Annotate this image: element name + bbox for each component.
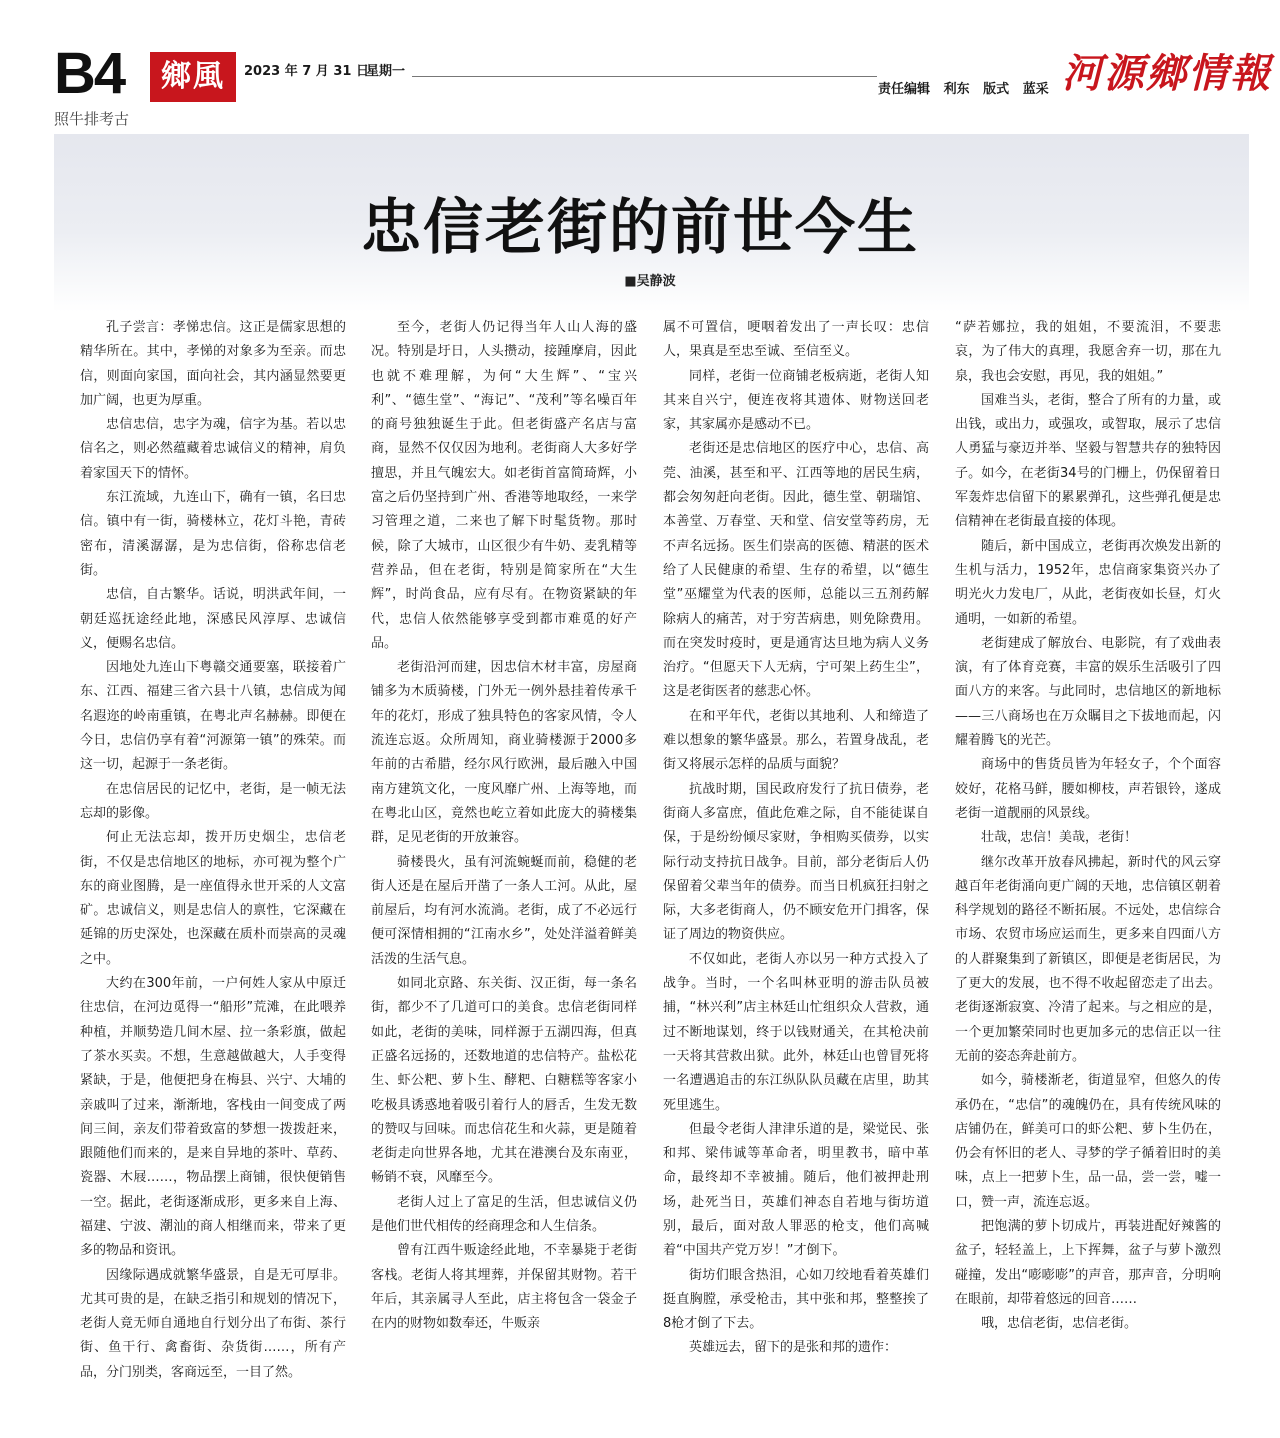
paragraph: 曾有江西牛贩途经此地，不幸暴毙于老街客栈。老街人将其埋葬，并保留其财物。若干年后，其亲属寻人至此，店主将包含一袋金子在内的财物如数奉还，牛贩亲 [371,1243,637,1332]
paragraph: 把饱满的萝卜切成片，再装进配好辣酱的盆子，轻轻盖上，上下挥舞，盆子与萝卜激烈碰撞，发出“嘭嘭嘭”的声音，那声音，分明响在眼前，却带着悠远的回音…… [955,1218,1221,1307]
page-number: B4 [54,41,125,106]
paragraph: 在忠信居民的记忆中，老街，是一帧无法忘却的影像。 [80,781,346,821]
header-rule [412,76,877,77]
paragraph: 如今，骑楼渐老，街道显窄，但悠久的传承仍在，“忠信”的魂魄仍在，具有传统风味的店铺仍在，鲜美可口的虾公粑、萝卜生仍在，仍会有怀旧的老人、寻梦的学子循着旧时的美味，点上一把萝卜生，品一品，尝一尝，嘘一口，赞一声，流连忘返。 [955,1073,1221,1210]
paragraph: 哦，忠信老街，忠信老街。 [981,1316,1138,1332]
paragraph: 老街建成了解放台、电影院，有了戏曲表演，有了体育竞赛，丰富的娱乐生活吸引了四面八方的来客。与此同时，忠信地区的新地标——三八商场也在万众瞩目之下拔地而起，闪耀着腾飞的光芒。 [955,635,1221,749]
paragraph: 继尔改革开放春风拂起，新时代的风云穿越百年老街涌向更广阔的天地，忠信镇区朝着科学规划的路径不断拓展。不远处，忠信综合市场、农贸市场应运而生，更多来自四面八方的人群聚集到了新镇区，即便是老街居民，为了更大的发展，也不得不收起留恋走了出去。老街逐渐寂寞、冷清了起来。与之相应的是，一个更加繁荣同时也更加多元的忠信正以一往无前的姿态奔赴前方。 [955,854,1221,1064]
paragraph: 何止无法忘却，拨开历史烟尘，忠信老街，不仅是忠信地区的地标，亦可视为整个广东的商业图腾，是一座值得永世开采的人文富矿。忠诚信义，则是忠信人的禀性，它深藏在延锦的历史深处，也深藏在质朴而崇高的灵魂之中。 [80,830,346,967]
paragraph: 老街沿河而建，因忠信木材丰富，房屋商铺多为木质骑楼，门外无一例外悬挂着传承千年的花灯，形成了独具特色的客家风情，令人流连忘返。众所周知，商业骑楼源于2000多年前的古希腊，经尔风行欧洲，最后融入中国南方建筑文化，一度风靡广州、上海等地，而在粤北山区，竟然也屹立着如此庞大的骑楼集群，足见老街的开放兼容。 [371,660,637,846]
editor-credits: 责任编辑 利东 版式 蓝采 [878,82,1049,97]
paragraph: 老街人过上了富足的生活，但忠诚信义仍是他们世代相传的经商理念和人生信条。 [371,1194,637,1234]
paragraph: 老街还是忠信地区的医疗中心，忠信、高莞、油溪，甚至和平、江西等地的居民生病，都会匆匆赶向老街。因此，德生堂、朝瑞馆、本善堂、万春堂、天和堂、信安堂等药房，无不声名远扬。医生们崇高的医德、精湛的医术给了人民健康的希望、生存的希望，以“德生堂”巫耀堂为代表的医师，总能以三五剂药解除病人的痛苦，对于穷苦病患，则免除费用。而在突发时疫时，更是通宵达旦地为病人义务治疗。“但愿天下人无病，宁可架上药生尘”，这是老街医者的慈悲心怀。 [663,441,929,700]
paragraph: 英雄远去，留下的是张和邦的遗作： [689,1340,898,1356]
column-subtitle: 照牛排考古 [54,110,130,128]
paragraph: 因地处九连山下粤赣交通要塞，联接着广东、江西、福建三省六县十八镇，忠信成为闻名遐迩的岭南重镇，在粤北声名赫赫。即便在今日，忠信仍享有着“河源第一镇”的殊荣。而这一切，起源于一条老街。 [80,660,346,773]
paragraph: 不仅如此，老街人亦以另一种方式投入了战争。当时，一个名叫林亚明的游击队员被捕，“林兴利”店主林廷山忙组织众人营救，通过不断地谋划，终于以钱财通关，在其枪决前一天将其营救出狱。此外，林廷山也曾冒死将一名遭遇追击的东江纵队队员藏在店里，助其死里逃生。 [663,951,929,1113]
paragraph: 但最令老街人津津乐道的是，梁觉民、张和邦、梁伟诚等革命者，明里教书，暗中革命，最终却不幸被捕。随后，他们被押赴刑场，赴死当日，英雄们神态自若地与街坊道别，最后，面对敌人罪恶的枪支，他们高喊着“中国共产党万岁！”才倒下。 [663,1121,929,1259]
paragraph: 国难当头，老街，整合了所有的力量，或出钱，或出力，或强攻，或智取，展示了忠信人勇猛与豪迈并举、坚毅与智慧共存的独特因子。如今，在老街34号的门栅上，仍保留着日军轰炸忠信留下的累累弹孔，这些弹孔便是忠信精神在老街最直接的体现。 [955,392,1221,530]
article-column-2 [371,316,637,1416]
paragraph: 属不可置信，哽咽着发出了一声长叹：忠信人，果真是至忠至诚、至信至义。 [663,320,929,360]
paragraph: 在和平年代，老街以其地利、人和缔造了难以想象的繁华盛景。那么，若置身战乱，老街又将展示怎样的品质与面貌？ [663,708,929,773]
section-logo: 鄉風 [150,52,236,102]
paragraph: 骑楼畏火，虽有河流蜿蜒而前，稳健的老街人还是在屋后开凿了一条人工河。从此，屋前屋后，均有河水流淌。老街，成了不必远行便可深情相拥的“江南水乡”，处处洋溢着鲜美活泼的生活气息。 [371,854,637,967]
paragraph: 大约在300年前，一户何姓人家从中原迁往忠信，在河边觅得一“船形”荒滩，在此喂养种植，并顺势造几间木屋、拉一条彩旗，做起了茶水买卖。不想，生意越做越大，人手变得紧缺，于是，他便把身在梅县、兴宁、大埔的亲戚叫了过来，渐渐地，客栈由一间变成了两间三间，亲友们带着致富的梦想一拨拨赶来，跟随他们而来的，是来自异地的茶叶、草药、瓷器、木屐……，物品摆上商铺，很快便销售一空。据此，老街逐渐成形，更多来自上海、福建、宁波、潮汕的商人相继而来，带来了更多的物品和资讯。 [80,976,346,1259]
paragraph: “萨若娜拉，我的姐姐，不要流泪，不要悲哀，为了伟大的真理，我愿舍弃一切，那在九泉，我也会安慰，再见，我的姐姐。” [955,320,1221,384]
article-column-3 [663,316,929,1416]
paragraph: 街坊们眼含热泪，心如刀绞地看着英雄们挺直胸膛，承受枪击，其中张和邦，整整挨了8枪才倒了下去。 [663,1267,929,1332]
newspaper-logo: 河源鄉情報 [1062,50,1272,97]
paragraph: 抗战时期，国民政府发行了抗日债券，老街商人多富庶，值此危难之际，自不能徒谋自保，于是纷纷倾尽家财，争相购买债券，以实际行动支持抗日战争。目前，部分老街后人仍保留着父辈当年的债券。而当日机疯狂扫射之际，大多老街商人，仍不顾安危开门揖客，保证了周边的物资供应。 [663,781,929,943]
article-column-1 [80,316,346,1416]
article-byline: ■吴静波 [624,274,676,289]
paragraph: 孔子尝言：孝悌忠信。这正是儒家思想的精华所在。其中，孝悌的对象多为至亲。而忠信，则面向家国，面向社会，其内涵显然要更加广阔，也更为厚重。 [80,320,346,408]
paragraph: 随后，新中国成立，老街再次焕发出新的生机与活力，1952年，忠信商家集资兴办了明光火力发电厂，从此，老街夜如长昼，灯火通明，一如新的希望。 [955,538,1221,627]
paragraph: 同样，老街一位商铺老板病逝，老街人知其来自兴宁，便连夜将其遗体、财物送回老家，其家属亦是感动不已。 [663,368,929,433]
issue-date: 2023 年 7 月 31 日 [244,64,369,79]
paragraph: 商场中的售货员皆为年轻女子，个个面容姣好，花格马鲜，腰如柳枝，声若银铃，遂成老街一道靓丽的风景线。 [955,757,1221,821]
paragraph: 东江流域，九连山下，确有一镇，名曰忠信。镇中有一街，骑楼林立，花灯斗艳，青砖密布，清溪潺潺，是为忠信街，俗称忠信老街。 [80,490,346,578]
paragraph: 至今，老街人仍记得当年人山人海的盛况。特别是圩日，人头攒动，接踵摩肩，因此也就不难理解，为何“大生辉”、“宝兴利”、“德生堂”、“海记”、“茂利”等名噪百年的商号独独诞生于此。但老街盛产名店与富商，显然不仅仅因为地利。老街商人大多好学擅思，并且气魄宏大。如老街首富简琦辉，小富之后仍坚持到广州、香港等地取经，一来学习管理之道，二来也了解下时髦货物。那时候，除了大城市，山区很少有牛奶、麦乳精等营养品，但在老街，特别是简家所在“大生辉”，时尚食品，应有尽有。在物资紧缺的年代，忠信人依然能够享受到都市难觅的好产品。 [371,320,637,651]
issue-weekday: 星期一 [366,64,406,79]
paragraph: 忠信，自古繁华。话说，明洪武年间，一朝廷巡抚途经此地，深感民风淳厚、忠诚信义，便赐名忠信。 [80,587,346,651]
article-column-4 [955,316,1221,1416]
paragraph: 如同北京路、东关街、汉正街，每一条名街，都少不了几道可口的美食。忠信老街同样如此，老街的美味，同样源于五湖四海，但真正盛名远扬的，还数地道的忠信特产。盐松花生、虾公粑、萝卜生、酵粑、白糖糕等客家小吃极具诱惑地着吸引着行人的唇舌，生发无数的赞叹与回味。而忠信花生和火蒜，更是随着老街走向世界各地，尤其在港澳台及东南亚，畅销不衰，风靡至今。 [371,976,637,1186]
paragraph: 因缘际遇成就繁华盛景，自是无可厚非。尤其可贵的是，在缺乏指引和规划的情况下，老街人竟无师自通地自行划分出了布街、茶行街、鱼干行、禽畜街、杂货街……，所有产品，分门别类，客商远至，一目了然。 [80,1267,346,1380]
paragraph: 壮哉，忠信！美哉，老街！ [981,830,1138,846]
paragraph: 忠信忠信，忠字为魂，信字为基。若以忠信名之，则必然蕴藏着忠诚信义的精神，肩负着家国天下的情怀。 [80,417,346,481]
article-title: 忠信老街的前世今生 [361,193,919,263]
